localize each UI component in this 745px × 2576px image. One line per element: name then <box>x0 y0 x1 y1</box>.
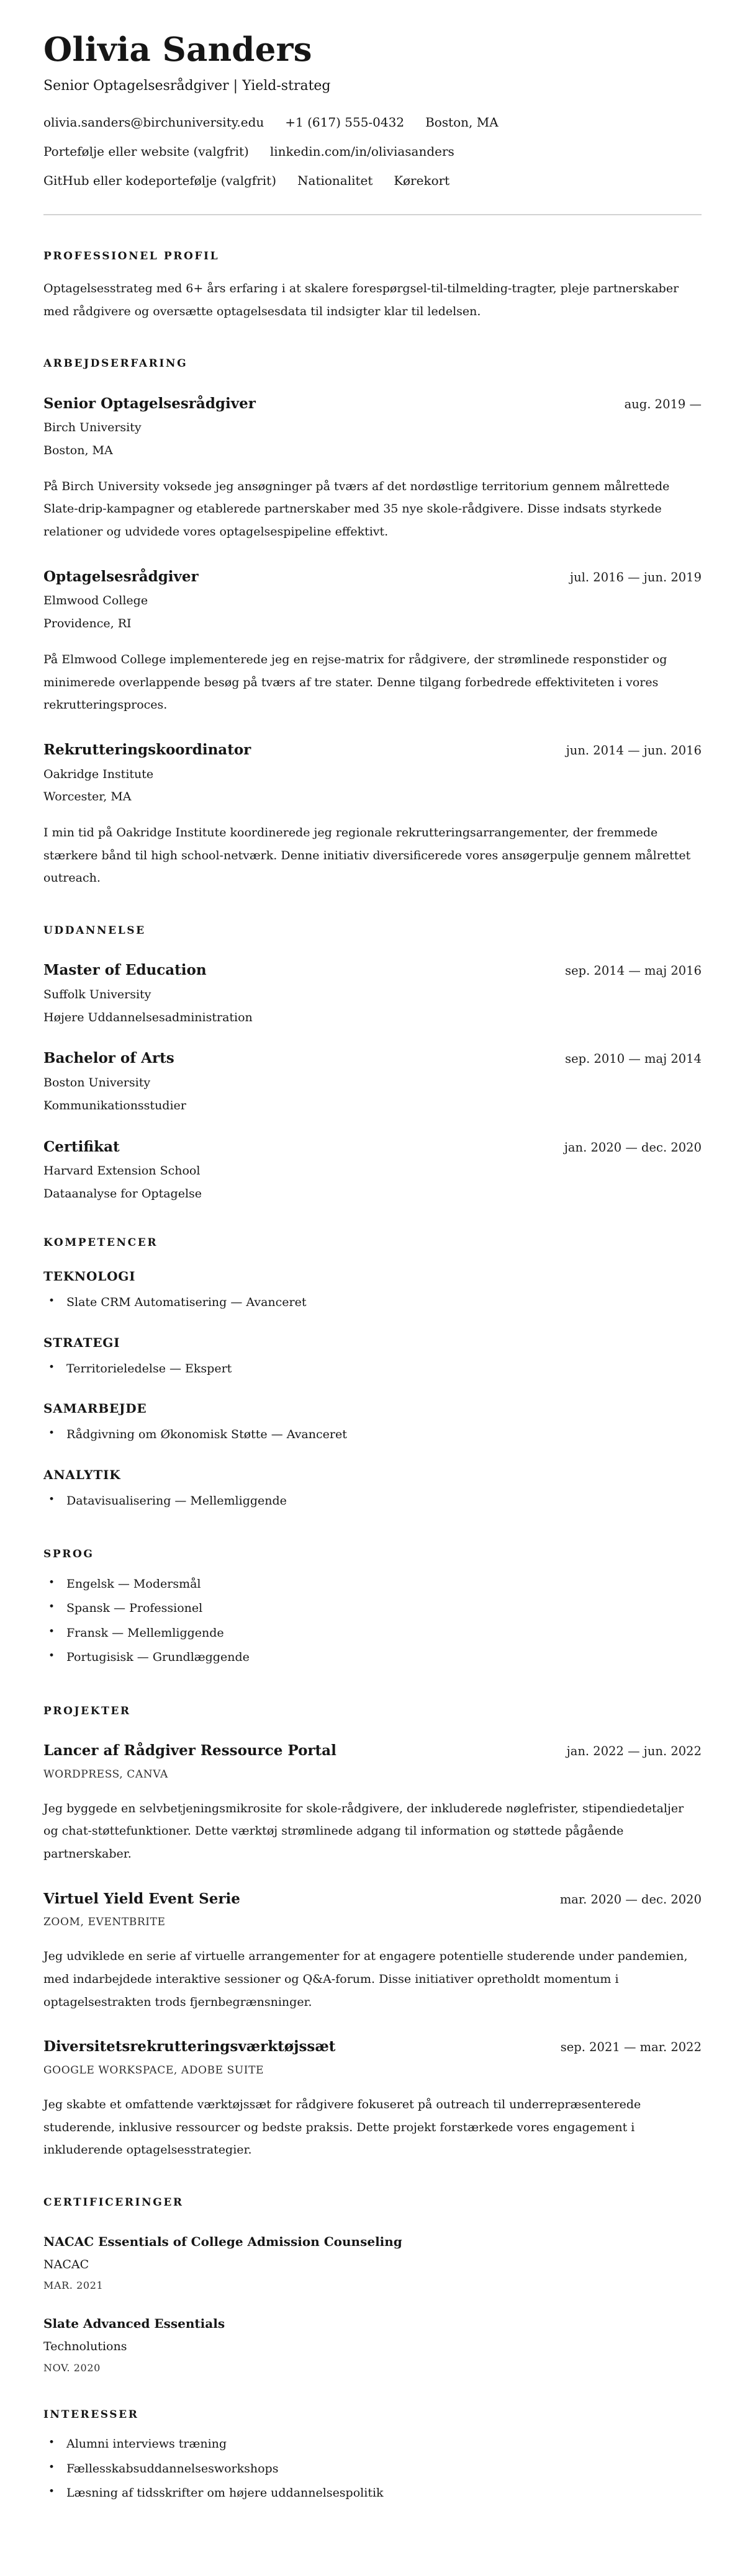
certification-issuer: NACAC <box>43 2257 89 2271</box>
education-school: Suffolk University <box>43 988 151 1002</box>
section-heading-languages: SPROG <box>43 1548 94 1561</box>
language-item: • Engelsk — Modersmål <box>43 1572 702 1597</box>
page-title: Olivia Sanders <box>43 30 312 69</box>
job-location: Worcester, MA <box>43 790 132 804</box>
certification-entry <box>43 2234 702 2292</box>
job-company: Oakridge Institute <box>43 767 154 781</box>
education-school: Harvard Extension School <box>43 1164 201 1178</box>
skill-item: • Datavisualisering — Mellemliggende <box>43 1489 702 1514</box>
degree-title: Master of Education <box>43 962 207 979</box>
education-field: Kommunikationsstudier <box>43 1098 186 1112</box>
skill-list <box>43 1290 702 1315</box>
section-experience <box>43 357 702 890</box>
skill-list <box>43 1423 702 1447</box>
education-entry <box>43 1138 702 1202</box>
education-dates: jan. 2020 — dec. 2020 <box>564 1140 702 1155</box>
skill-group-title: TEKNOLOGI <box>43 1269 136 1284</box>
job-company: Elmwood College <box>43 594 148 608</box>
contact-phone: +1 (617) 555-0432 <box>285 114 405 130</box>
skill-list <box>43 1357 702 1382</box>
skill-group <box>43 1467 702 1514</box>
job-description: På Birch University voksede jeg ansøgninger på tværs af det nordøstlige territorium gennem målrettede Slate-drip-kampagner og etablerede partnerskaber med 35 nye skole-rådgivere. Disse indsats styrkede relationer og udvidede vores optagelsespipeline effektivt. <box>43 479 670 539</box>
job-subtitle: Senior Optagelsesrådgiver | Yield-strateg <box>43 78 331 94</box>
job-title: Senior Optagelsesrådgiver <box>43 395 256 412</box>
project-entry <box>43 1890 702 2014</box>
contact-linkedin: linkedin.com/in/oliviasanders <box>269 143 454 159</box>
job-description: I min tid på Oakridge Institute koordinerede jeg regionale rekrutteringsarrangementer, der fremmede stærkere bånd til high school-netværk. Denne initiativ diversificerede vores ansøgerpulje gennem målrettet outreach. <box>43 825 691 885</box>
job-title: Rekrutteringskoordinator <box>43 741 251 758</box>
profile-summary: Optagelsesstrateg med 6+ års erfaring i at skalere forespørgsel-til-tilmelding-tragter, pleje partnerskaber med rådgivere og oversætte optagelsesdata til indsigter klar til ledelsen. <box>43 281 679 318</box>
project-entry <box>43 2038 702 2162</box>
project-entry-header <box>43 2038 702 2056</box>
skill-group-title: SAMARBEJDE <box>43 1401 147 1416</box>
skill-group <box>43 1401 702 1447</box>
contact-license: Kørekort <box>394 172 450 188</box>
section-interests <box>43 2408 702 2506</box>
section-education <box>43 924 702 1202</box>
contact-row <box>43 172 702 189</box>
education-field: Dataanalyse for Optagelse <box>43 1186 202 1201</box>
project-entry <box>43 1742 702 1866</box>
interest-item: • Læsning af tidsskrifter om højere uddannelsespolitik <box>43 2481 702 2506</box>
project-title: Virtuel Yield Event Serie <box>43 1890 240 1907</box>
job-entry <box>43 568 702 717</box>
job-dates: jun. 2014 — jun. 2016 <box>566 743 702 758</box>
contact-nationality: Nationalitet <box>297 172 373 188</box>
education-entry-header <box>43 1138 702 1156</box>
section-certifications <box>43 2196 702 2374</box>
education-entry-header <box>43 962 702 980</box>
language-item: • Spansk — Professionel <box>43 1596 702 1621</box>
contact-block <box>43 114 702 189</box>
job-dates: aug. 2019 — <box>624 396 702 411</box>
contact-email: olivia.sanders@birchuniversity.edu <box>43 114 264 130</box>
project-description: Jeg udviklede en serie af virtuelle arrangementer for at engagere potentielle studerende under pandemien, med indarbejdede interaktive sessioner og Q&A-forum. Disse initiativer opretholdt momentum i optagelsestrakten trods fjernbegrænsninger. <box>43 1949 688 2009</box>
education-field: Højere Uddannelsesadministration <box>43 1010 253 1024</box>
certification-entry <box>43 2316 702 2374</box>
contact-row <box>43 114 702 131</box>
job-company: Birch University <box>43 421 142 435</box>
job-entry-header <box>43 741 702 759</box>
project-dates: jan. 2022 — jun. 2022 <box>566 1743 702 1758</box>
contact-row <box>43 143 702 160</box>
section-heading-profile: PROFESSIONEL PROFIL <box>43 249 220 262</box>
job-entry <box>43 741 702 890</box>
contact-github: GitHub eller kodeportefølje (valgfrit) <box>43 172 277 188</box>
skill-group-title: ANALYTIK <box>43 1467 121 1482</box>
education-entry-header <box>43 1050 702 1068</box>
certification-title: NACAC Essentials of College Admission Counseling <box>43 2234 402 2249</box>
interest-item: • Fællesskabsuddannelsesworkshops <box>43 2457 702 2482</box>
degree-title: Bachelor of Arts <box>43 1050 174 1067</box>
contact-location: Boston, MA <box>425 114 499 130</box>
section-projects <box>43 1705 702 2162</box>
job-location: Boston, MA <box>43 444 113 458</box>
job-title: Optagelsesrådgiver <box>43 568 199 585</box>
skill-group <box>43 1335 702 1382</box>
section-heading-projects: PROJEKTER <box>43 1704 131 1717</box>
resume-page <box>0 31 745 2576</box>
job-entry-header <box>43 395 702 413</box>
project-description: Jeg byggede en selvbetjeningsmikrosite for skole-rådgivere, der inkluderede nøglefrister, stipendiedetaljer og chat-støttefunktioner. Dette værktøj strømlinede adgang til information og støttede pågående partnerskaber. <box>43 1801 684 1861</box>
section-skills <box>43 1237 702 1513</box>
header-divider <box>43 214 702 215</box>
skill-item: • Rådgivning om Økonomisk Støtte — Avanceret <box>43 1423 702 1447</box>
section-languages <box>43 1548 702 1670</box>
project-dates: sep. 2021 — mar. 2022 <box>560 2040 702 2055</box>
section-heading-education: UDDANNELSE <box>43 924 146 937</box>
project-description: Jeg skabte et omfattende værktøjssæt for rådgivere fokuseret på outreach til underrepræsenterede studerende, inklusive ressourcer og bedste praksis. Dette projekt forstærkede vores engagement i inkluderende optagelsesstrategier. <box>43 2098 641 2157</box>
project-tools: GOOGLE WORKSPACE, ADOBE SUITE <box>43 2064 264 2077</box>
language-item: • Portugisisk — Grundlæggende <box>43 1645 702 1670</box>
language-item: • Fransk — Mellemliggende <box>43 1621 702 1646</box>
project-title: Lancer af Rådgiver Ressource Portal <box>43 1742 336 1759</box>
certification-date: NOV. 2020 <box>43 2361 101 2374</box>
section-heading-skills: KOMPETENCER <box>43 1236 158 1249</box>
interest-list <box>43 2432 702 2506</box>
project-entry-header <box>43 1742 702 1760</box>
skill-group <box>43 1269 702 1315</box>
degree-title: Certifikat <box>43 1138 120 1155</box>
section-profile <box>43 250 702 323</box>
language-list <box>43 1572 702 1670</box>
project-title: Diversitetsrekrutteringsværktøjssæt <box>43 2038 336 2055</box>
section-heading-certifications: CERTIFICERINGER <box>43 2196 184 2209</box>
certification-title: Slate Advanced Essentials <box>43 2316 225 2332</box>
section-heading-interests: INTERESSER <box>43 2408 139 2421</box>
education-dates: sep. 2014 — maj 2016 <box>565 964 702 978</box>
job-entry-header <box>43 568 702 586</box>
skill-list <box>43 1489 702 1514</box>
job-location: Providence, RI <box>43 617 132 631</box>
certification-date: MAR. 2021 <box>43 2279 104 2292</box>
project-entry-header <box>43 1890 702 1908</box>
education-entry <box>43 1050 702 1113</box>
contact-portfolio: Portefølje eller website (valgfrit) <box>43 143 249 159</box>
project-tools: WORDPRESS, CANVA <box>43 1768 168 1781</box>
skill-item: • Slate CRM Automatisering — Avanceret <box>43 1290 702 1315</box>
education-entry <box>43 962 702 1025</box>
project-dates: mar. 2020 — dec. 2020 <box>559 1892 702 1907</box>
certification-issuer: Technolutions <box>43 2340 127 2354</box>
skill-group-title: STRATEGI <box>43 1335 120 1350</box>
education-school: Boston University <box>43 1076 151 1090</box>
job-dates: jul. 2016 — jun. 2019 <box>570 570 702 584</box>
job-description: På Elmwood College implementerede jeg en rejse-matrix for rådgivere, der strømlinede responstider og minimerede overlappende besøg på tværs af tre stater. Denne tilgang forbedrede effektiviteten i vores rekrutteringsproces. <box>43 652 667 712</box>
interest-item: • Alumni interviews træning <box>43 2432 702 2457</box>
section-heading-experience: ARBEJDSERFARING <box>43 357 188 370</box>
skill-item: • Territorieledelse — Ekspert <box>43 1357 702 1382</box>
job-entry <box>43 395 702 543</box>
education-dates: sep. 2010 — maj 2014 <box>565 1052 702 1067</box>
project-tools: ZOOM, EVENTBRITE <box>43 1916 166 1929</box>
